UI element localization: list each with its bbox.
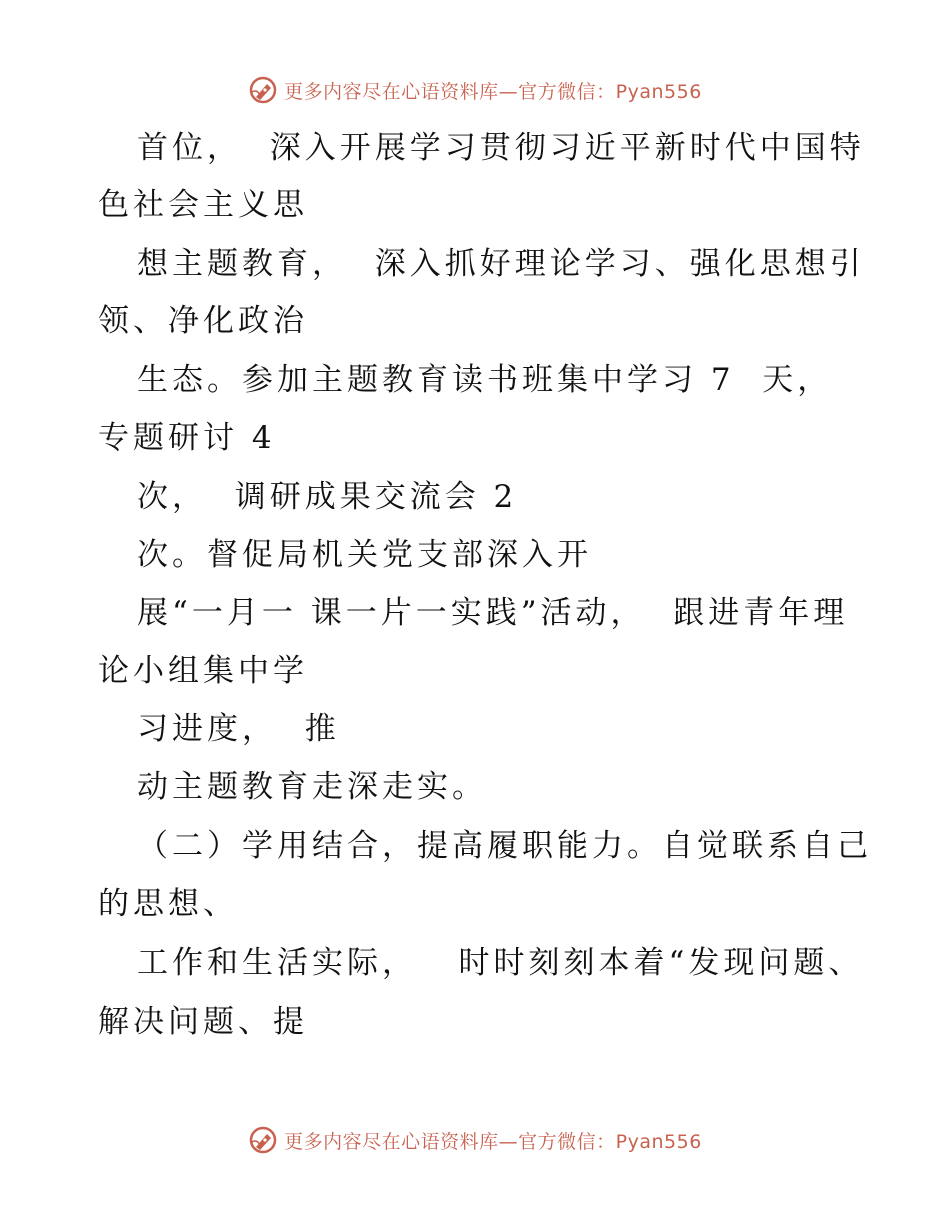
body-line: 次， 调研成果交流会 2 (137, 479, 518, 515)
body-line: （二）学用结合，提高履职能力。自觉联系自己 (137, 828, 872, 864)
body-line: 解决问题、提 (98, 1004, 308, 1040)
watermark-text: 更多内容尽在心语资料库—官方微信：Pyan556 (284, 80, 702, 103)
watermark-text: 更多内容尽在心语资料库—官方微信：Pyan556 (284, 1130, 702, 1153)
body-line: 生态。参加主题教育读书班集中学习 7 天， (137, 362, 833, 398)
pen-nib-circle-icon (248, 1125, 278, 1155)
body-line: 动主题教育走深走实。 (137, 769, 487, 805)
body-line: 论小组集中学 (98, 653, 308, 689)
pen-nib-circle-icon (248, 75, 278, 105)
body-line: 首位， 深入开展学习贯彻习近平新时代中国特 (137, 130, 865, 166)
body-line: 色社会主义思 (98, 187, 308, 223)
body-line: 想主题教育， 深入抓好理论学习、强化思想引 (137, 246, 865, 282)
header-watermark (0, 70, 950, 110)
body-line: 习进度， 推 (137, 711, 340, 747)
body-line: 次。督促局机关党支部深入开 (137, 537, 592, 573)
body-line: 领、净化政治 (98, 303, 308, 339)
body-line: 展“一月一 课一片一实践”活动， 跟进青年理 (137, 595, 849, 631)
body-line: 的思想、 (98, 886, 238, 922)
footer-watermark (0, 1120, 950, 1160)
body-line: 工作和生活实际， 时时刻刻本着“发现问题、 (137, 945, 864, 981)
body-line: 专题研讨 4 (98, 420, 276, 456)
